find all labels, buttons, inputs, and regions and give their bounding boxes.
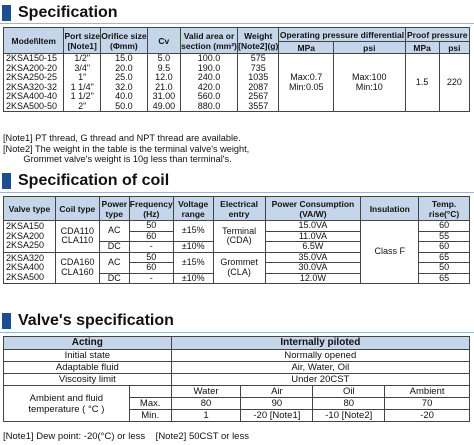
section-header-specification — [0, 2, 118, 24]
cell: 25.0 — [101, 73, 148, 83]
header-operating-pressure: Operating pressure differential — [279, 29, 405, 40]
voltage-dc: ±10% — [173, 273, 213, 284]
section-header-coil — [0, 170, 169, 192]
power-type-dc: DC — [99, 242, 129, 253]
cell: 2KSA200-20 — [4, 64, 64, 74]
fluid-ambient: Ambient — [385, 386, 470, 398]
max-cell: 70 — [385, 398, 470, 410]
cell: 880.0 — [180, 102, 237, 112]
power-cell: 11.0VA — [265, 231, 361, 242]
header-voltage-range: Voltage range — [173, 197, 213, 221]
cell: 12.0 — [147, 73, 180, 83]
header-weight: Weight [Note2](g) — [238, 28, 279, 54]
coil-types-group1: CDA110 CLA110 — [55, 221, 99, 253]
header-model: Model\Item — [4, 28, 64, 54]
cell: 240.0 — [180, 73, 237, 83]
power-type-ac: AC — [99, 252, 129, 273]
cell: 560.0 — [180, 92, 237, 102]
cell: 575 — [238, 54, 279, 64]
temp-cell: 50 — [419, 263, 470, 274]
max-cell: 90 — [241, 398, 313, 410]
power-cell: 12.0W — [265, 273, 361, 284]
cell: 1035 — [238, 73, 279, 83]
empty-cell — [129, 386, 171, 398]
header-valid-area: Valid area or section (mm²) — [180, 28, 237, 54]
valve-table — [3, 336, 470, 422]
freq-cell: 60 — [129, 231, 173, 242]
voltage-dc: ±10% — [173, 242, 213, 253]
cell: 2087 — [238, 83, 279, 93]
cell: 1 1/2" — [64, 92, 101, 102]
section-marker — [2, 5, 11, 21]
cell: 1" — [64, 73, 101, 83]
cell: 31.00 — [147, 92, 180, 102]
insulation-cell: Class F — [361, 221, 419, 284]
spec-table — [3, 27, 470, 112]
row-value: Under 20CST — [171, 374, 469, 386]
header-internally-piloted: Internally piloted — [171, 337, 469, 350]
row-label: Initial state — [4, 350, 172, 362]
row-value: Normally opened — [171, 350, 469, 362]
min-cell: -20 [Note1] — [241, 410, 313, 422]
cell-op-psi — [334, 54, 405, 112]
section-header-valve — [0, 310, 174, 332]
header-power-type: Power type — [99, 197, 129, 221]
note-3: Grommet valve's weight is 10g less than terminal's. — [3, 154, 232, 164]
row-value: Air, Water, Oil — [171, 362, 469, 374]
cell: 9.5 — [147, 64, 180, 74]
power-cell: 15.0VA — [265, 221, 361, 232]
header-port-size: Port size [Note1] — [64, 28, 101, 54]
section-marker — [2, 313, 11, 329]
freq-cell: 50 — [129, 252, 173, 263]
cell: 2KSA320-32 — [4, 83, 64, 93]
min-cell: 1 — [171, 410, 241, 422]
power-type-dc: DC — [99, 273, 129, 284]
freq-cell: 50 — [129, 221, 173, 232]
row-label: Adaptable fluid — [4, 362, 172, 374]
header-proof-mpa: MPa — [405, 42, 439, 54]
power-cell: 35.0VA — [265, 252, 361, 263]
note-1: [Note1] PT thread, G thread and NPT thread are available. — [3, 133, 241, 143]
divider — [0, 332, 474, 333]
cell: 50.0 — [101, 102, 148, 112]
max-cell: 80 — [171, 398, 241, 410]
cell: 2KSA500-50 — [4, 102, 64, 112]
op-psi-max: Max:100 — [352, 72, 387, 82]
note-2: [Note2] The weight in the table is the terminal valve's weight, — [3, 143, 250, 154]
cell: 420.0 — [180, 83, 237, 93]
op-psi-min: Min:10 — [355, 81, 383, 92]
section-title: Specification of coil — [18, 172, 170, 189]
cell: 190.0 — [180, 64, 237, 74]
header-insulation: Insulation — [361, 197, 419, 221]
row-label: Viscosity limit — [4, 374, 172, 386]
fluid-air: Air — [241, 386, 313, 398]
divider — [0, 192, 474, 193]
cell: 1 1/4" — [64, 83, 101, 93]
coil-table — [3, 196, 470, 284]
header-power-consumption: Power Consumption (VA/W) — [265, 197, 361, 221]
section-marker — [2, 173, 11, 189]
cell: 49.00 — [147, 102, 180, 112]
entry-group1: Terminal (CDA) — [213, 221, 265, 253]
voltage-ac: ±15% — [173, 221, 213, 242]
cell: 2KSA400-40 — [4, 92, 64, 102]
cell-proof-mpa: 1.5 — [405, 54, 439, 112]
cell: 40.0 — [101, 92, 148, 102]
header-proof-psi: psi — [439, 42, 469, 54]
cell: 21.0 — [147, 83, 180, 93]
valve-footer-note: [Note1] Dew point: -20(°C) or less [Note2] 50CST or less — [3, 431, 249, 442]
cell: 20.0 — [101, 64, 148, 74]
header-proof-pressure: Proof pressure — [405, 28, 469, 42]
cell: 2KSA150-15 — [4, 54, 64, 64]
op-mpa-min: Min:0.05 — [289, 81, 324, 92]
coil-types-group2: CDA160 CLA160 — [55, 252, 99, 284]
header-coil-type: Coil type — [55, 197, 99, 221]
temp-cell: 55 — [419, 231, 470, 242]
cell: 5.0 — [147, 54, 180, 64]
header-op-psi: psi — [334, 42, 405, 54]
header-frequency: Frequency (Hz) — [129, 198, 173, 219]
valve-types-group1: 2KSA150 2KSA200 2KSA250 — [4, 221, 56, 253]
section-title: Specification — [18, 4, 118, 21]
temp-cell: 65 — [419, 273, 470, 284]
fluid-water: Water — [171, 386, 241, 398]
header-op-mpa: MPa — [279, 42, 334, 54]
power-cell: 6.5W — [265, 242, 361, 253]
temp-cell: 60 — [419, 221, 470, 232]
max-label: Max. — [129, 398, 171, 410]
cell: 100.0 — [180, 54, 237, 64]
cell-op-mpa — [279, 54, 334, 112]
divider — [0, 23, 474, 24]
header-cv: Cv — [147, 28, 180, 54]
header-acting: Acting — [4, 337, 172, 350]
cell: 3/4" — [64, 64, 101, 74]
min-cell: -20 — [385, 410, 470, 422]
cell: 1/2" — [64, 54, 101, 64]
header-valve-type: Valve type — [4, 197, 56, 221]
temp-label: Ambient and fluid temperature ( °C ) — [4, 386, 130, 422]
min-cell: -10 [Note2] — [313, 410, 385, 422]
header-electrical-entry: Electrical entry — [213, 197, 265, 221]
freq-cell: - — [129, 242, 173, 253]
max-cell: 80 — [313, 398, 385, 410]
cell: 735 — [238, 64, 279, 74]
power-type-ac: AC — [99, 221, 129, 242]
cell: 2" — [64, 102, 101, 112]
cell: 15.0 — [101, 54, 148, 64]
cell: 2567 — [238, 92, 279, 102]
cell: 3557 — [238, 102, 279, 112]
freq-cell: 60 — [129, 263, 173, 274]
entry-group2: Grommet (CLA) — [213, 252, 265, 284]
valve-types-group2: 2KSA320 2KSA400 2KSA500 — [4, 252, 56, 284]
op-mpa-max: Max:0.7 — [290, 72, 323, 82]
section-title: Valve's specification — [18, 312, 174, 329]
voltage-ac: ±15% — [173, 252, 213, 273]
header-orifice: Orifice size (Φmm) — [101, 28, 148, 54]
temp-cell: 60 — [419, 242, 470, 253]
cell-proof-psi: 220 — [439, 54, 469, 112]
freq-cell: - — [129, 273, 173, 284]
temp-cell: 65 — [419, 252, 470, 263]
power-cell: 30.0VA — [265, 263, 361, 274]
fluid-oil: Oil — [313, 386, 385, 398]
header-temp-rise: Temp. rise(°C) — [419, 197, 470, 221]
min-label: Min. — [129, 410, 171, 422]
cell: 32.0 — [101, 83, 148, 93]
spec-notes — [3, 133, 249, 165]
cell: 2KSA250-25 — [4, 73, 64, 83]
